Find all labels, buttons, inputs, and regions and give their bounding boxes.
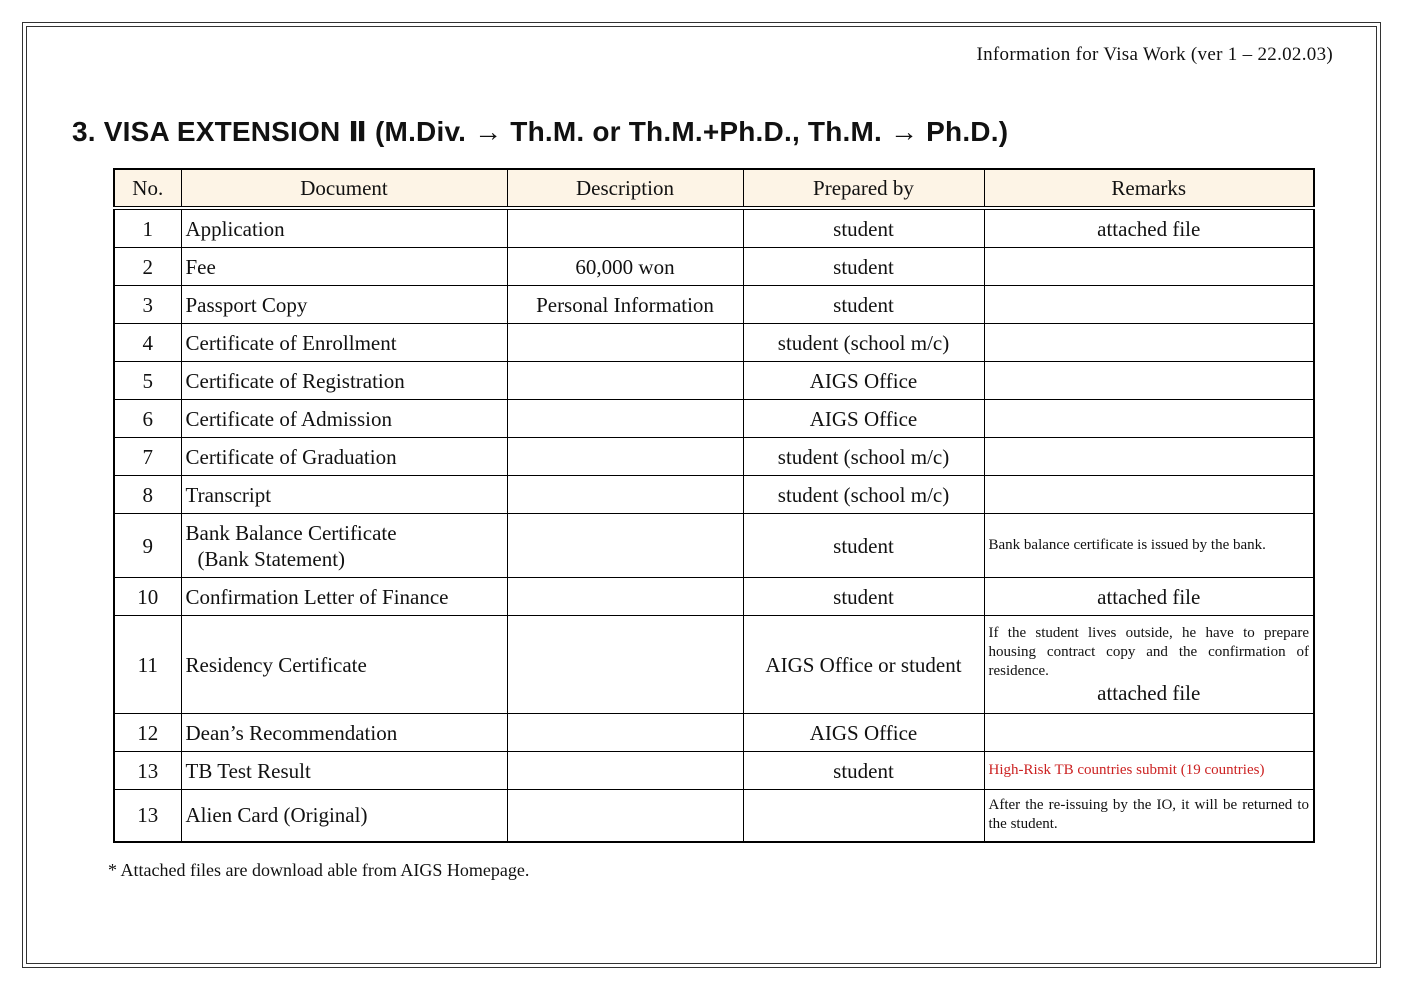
row-description bbox=[507, 400, 743, 438]
footnote: * Attached files are download able from AIGS Homepage. bbox=[108, 860, 530, 880]
row-document: Dean’s Recommendation bbox=[181, 714, 507, 752]
row-no: 9 bbox=[114, 514, 181, 578]
row-document: Application bbox=[181, 208, 507, 248]
row-remarks: attached file bbox=[984, 578, 1314, 616]
table-row bbox=[114, 362, 1314, 400]
row-remarks bbox=[984, 400, 1314, 438]
table-row bbox=[114, 714, 1314, 752]
row-prepared-by: AIGS Office or student bbox=[743, 616, 984, 714]
row-description bbox=[507, 616, 743, 714]
row-no: 12 bbox=[114, 714, 181, 752]
row-prepared-by: AIGS Office bbox=[743, 400, 984, 438]
row-description bbox=[507, 208, 743, 248]
row-description bbox=[507, 324, 743, 362]
row-description: 60,000 won bbox=[507, 248, 743, 286]
row-no: 1 bbox=[114, 208, 181, 248]
row-description: Personal Information bbox=[507, 286, 743, 324]
row-prepared-by: student bbox=[743, 248, 984, 286]
page-title: 3. VISA EXTENSION Ⅱ (M.Div. → Th.M. or Th.M.+Ph.D., Th.M. → Ph.D.) bbox=[72, 116, 1009, 147]
row-remarks bbox=[984, 476, 1314, 514]
row-document: Certificate of Registration bbox=[181, 362, 507, 400]
row-remarks bbox=[984, 514, 1314, 578]
table-row bbox=[114, 752, 1314, 790]
row-document: TB Test Result bbox=[181, 752, 507, 790]
row-remarks bbox=[984, 286, 1314, 324]
row-no: 2 bbox=[114, 248, 181, 286]
table-row bbox=[114, 400, 1314, 438]
table-row bbox=[114, 578, 1314, 616]
row-document: Residency Certificate bbox=[181, 616, 507, 714]
row-document: Transcript bbox=[181, 476, 507, 514]
row-description bbox=[507, 476, 743, 514]
row-no: 13 bbox=[114, 790, 181, 842]
row-description bbox=[507, 578, 743, 616]
header-description: Description bbox=[507, 169, 743, 208]
table-row bbox=[114, 438, 1314, 476]
row-no: 8 bbox=[114, 476, 181, 514]
row-prepared-by bbox=[743, 790, 984, 842]
row-prepared-by: student (school m/c) bbox=[743, 438, 984, 476]
row-prepared-by: AIGS Office bbox=[743, 714, 984, 752]
table-row bbox=[114, 248, 1314, 286]
row-prepared-by: student bbox=[743, 752, 984, 790]
row-description bbox=[507, 752, 743, 790]
row-remarks: attached file bbox=[984, 208, 1314, 248]
row-document: Confirmation Letter of Finance bbox=[181, 578, 507, 616]
row-document: Fee bbox=[181, 248, 507, 286]
row-remarks bbox=[984, 362, 1314, 400]
row-remarks bbox=[984, 438, 1314, 476]
row-description bbox=[507, 438, 743, 476]
row-no: 5 bbox=[114, 362, 181, 400]
row-no: 7 bbox=[114, 438, 181, 476]
row-document: Alien Card (Original) bbox=[181, 790, 507, 842]
header-remarks: Remarks bbox=[984, 169, 1314, 208]
row-no: 11 bbox=[114, 616, 181, 714]
row-remarks bbox=[984, 790, 1314, 842]
remarks-note: After the re-issuing by the IO, it will be returned to the student. bbox=[988, 797, 1309, 833]
row-no: 13 bbox=[114, 752, 181, 790]
row-prepared-by: student (school m/c) bbox=[743, 476, 984, 514]
row-remarks bbox=[984, 616, 1314, 714]
version-note: Information for Visa Work (ver 1 – 22.02.03) bbox=[976, 44, 1333, 65]
row-remarks bbox=[984, 324, 1314, 362]
document-table bbox=[113, 168, 1315, 843]
row-prepared-by: student bbox=[743, 578, 984, 616]
row-document bbox=[181, 514, 507, 578]
table-row bbox=[114, 476, 1314, 514]
table-row bbox=[114, 790, 1314, 842]
row-document: Certificate of Enrollment bbox=[181, 324, 507, 362]
table-row bbox=[114, 286, 1314, 324]
remarks-high-risk-note: High-Risk TB countries submit (19 countries) bbox=[988, 762, 1265, 778]
header-no: No. bbox=[114, 169, 181, 208]
row-document: Certificate of Admission bbox=[181, 400, 507, 438]
row-document: Passport Copy bbox=[181, 286, 507, 324]
row-no: 6 bbox=[114, 400, 181, 438]
table-row bbox=[114, 616, 1314, 714]
table-header-row bbox=[114, 169, 1314, 208]
row-no: 3 bbox=[114, 286, 181, 324]
remarks-attached-file: attached file bbox=[1097, 681, 1201, 705]
row-document-sub: (Bank Statement) bbox=[197, 546, 346, 571]
row-prepared-by: student bbox=[743, 208, 984, 248]
remarks-note: If the student lives outside, he have to prepare housing contract copy and the confirmation of residence. bbox=[988, 625, 1309, 679]
row-description bbox=[507, 714, 743, 752]
row-document: Certificate of Graduation bbox=[181, 438, 507, 476]
table-row bbox=[114, 208, 1314, 248]
row-remarks bbox=[984, 248, 1314, 286]
row-prepared-by: AIGS Office bbox=[743, 362, 984, 400]
row-prepared-by: student bbox=[743, 286, 984, 324]
table-row bbox=[114, 514, 1314, 578]
header-prepared-by: Prepared by bbox=[743, 169, 984, 208]
row-prepared-by: student bbox=[743, 514, 984, 578]
row-description bbox=[507, 362, 743, 400]
row-no: 10 bbox=[114, 578, 181, 616]
header-document: Document bbox=[181, 169, 507, 208]
row-remarks bbox=[984, 714, 1314, 752]
table-row bbox=[114, 324, 1314, 362]
row-prepared-by: student (school m/c) bbox=[743, 324, 984, 362]
row-remarks bbox=[984, 752, 1314, 790]
remarks-note: Bank balance certificate is issued by the bank. bbox=[988, 537, 1266, 553]
row-document-main: Bank Balance Certificate bbox=[185, 520, 397, 545]
row-description bbox=[507, 790, 743, 842]
row-description bbox=[507, 514, 743, 578]
row-no: 4 bbox=[114, 324, 181, 362]
